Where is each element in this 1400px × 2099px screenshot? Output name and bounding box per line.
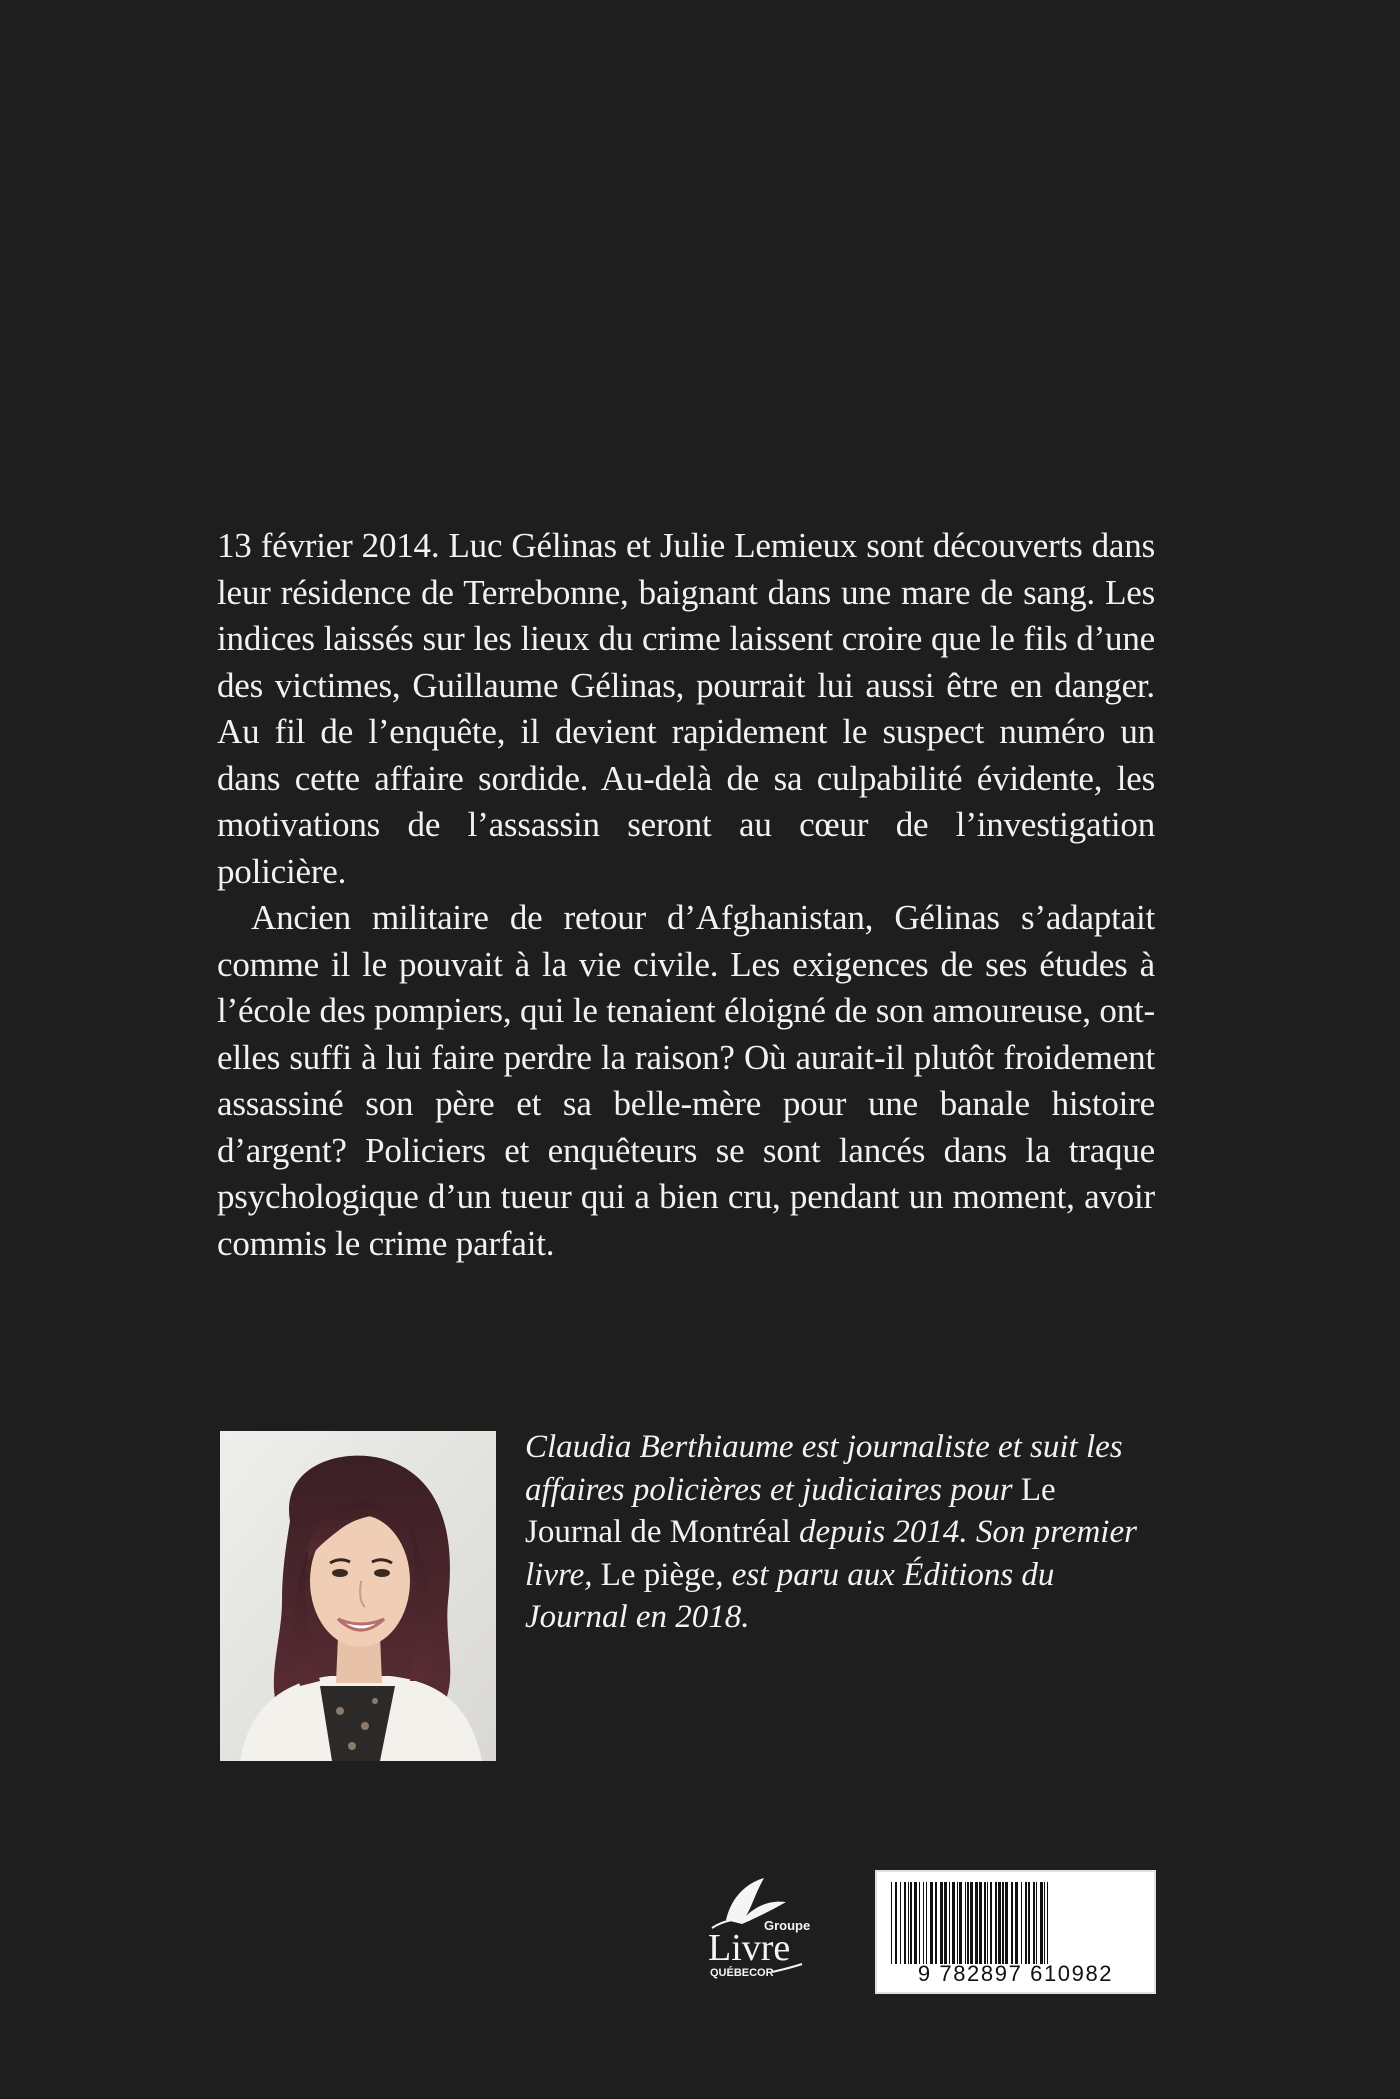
barcode-bar — [995, 1882, 997, 1964]
barcode-bar — [1036, 1882, 1037, 1964]
barcode-bar — [990, 1882, 992, 1964]
barcode-bar — [904, 1882, 906, 1964]
author-bio — [525, 1426, 1155, 1639]
barcode-bar — [1028, 1882, 1030, 1964]
bio-text: depuis 2014. Son premier livre, — [525, 1514, 1137, 1593]
synopsis-paragraph: 13 février 2014. Luc Gélinas et Julie Lemieux sont découverts dans leur résidence de Terrebonne, baignant dans une mare de sang. Les indices laissés sur les lieux du crime laissent croire que le fils d’une des victimes, Guillaume Gélinas, pourrait lui aussi être en danger. Au fil de l’enquête, il devient rapidement le suspect numéro un dans cette affaire sordide. Au-delà de sa culpabilité évidente, les motivations de l’assassin seront au cœur de l’investigation policière. — [217, 526, 1155, 891]
synopsis-paragraph: Ancien militaire de retour d’Afghanistan, Gélinas s’adaptait comme il le pouvait à la vie civile. Les exigences de ses études à l’école des pompiers, qui le tenaient éloigné de son amoureuse, ont-elles suffi à lui faire perdre la raison? Où aurait-il plutôt froidement assassiné son père et sa belle-mère pour une banale histoire d’argent? Policiers et enquêteurs se sont lancés dans la traque psychologique d’un tueur qui a bien cru, pendant un moment, avoir commis le crime parfait. — [217, 898, 1155, 1263]
barcode-bar — [919, 1882, 920, 1964]
logo-main: Livre — [708, 1927, 791, 1969]
barcode-bar — [957, 1882, 958, 1964]
barcode-bar — [998, 1882, 1001, 1964]
barcode-bar — [1040, 1882, 1043, 1964]
barcode-bar — [949, 1882, 950, 1964]
barcode-bar — [1002, 1882, 1004, 1964]
barcode-bar — [914, 1882, 917, 1964]
bio-text: Claudia Berthiaume est journaliste et suit les affaires policières et judiciaires pour — [525, 1429, 1123, 1508]
barcode-bar — [1011, 1882, 1013, 1964]
first-book-title: Le piège — [600, 1556, 716, 1593]
barcode-bar — [1033, 1882, 1035, 1964]
isbn-number: 9 782897 610982 — [917, 1961, 1114, 1986]
barcode-bar — [952, 1882, 955, 1964]
barcode-bar — [900, 1882, 901, 1964]
back-cover-synopsis — [217, 523, 1155, 1267]
barcode-bar — [984, 1882, 986, 1964]
barcode-bar — [967, 1882, 969, 1964]
barcode-bar — [891, 1882, 892, 1964]
logo-sub: QUÉBECOR — [710, 1967, 774, 1979]
barcode-bar — [935, 1882, 937, 1964]
barcode-bars — [887, 1882, 1148, 1964]
barcode-bar — [910, 1882, 912, 1964]
publisher-logo — [686, 1872, 824, 1980]
barcode-bar — [959, 1882, 962, 1964]
barcode-bar — [979, 1882, 982, 1964]
barcode-bar — [1021, 1882, 1022, 1964]
logo-small: Groupe — [764, 1918, 811, 1933]
bio-text: , est paru aux Éditions du Journal en 2018. — [525, 1556, 1055, 1635]
newspaper-title: Le Journal de Montréal — [525, 1471, 1056, 1550]
barcode-bar — [895, 1882, 897, 1964]
barcode-bar — [908, 1882, 909, 1964]
isbn-barcode — [875, 1870, 1156, 1994]
barcode-bar — [975, 1882, 978, 1964]
barcode-bar — [965, 1882, 966, 1964]
author-photo — [220, 1431, 496, 1761]
barcode-bar — [1044, 1882, 1045, 1964]
barcode-bar — [1005, 1882, 1008, 1964]
barcode-bar — [923, 1882, 924, 1964]
barcode-bar — [940, 1882, 943, 1964]
barcode-bar — [930, 1882, 933, 1964]
barcode-bar — [926, 1882, 927, 1964]
barcode-bar — [1047, 1882, 1048, 1964]
barcode-bar — [944, 1882, 947, 1964]
barcode-bar — [987, 1882, 988, 1964]
barcode-bar — [1025, 1882, 1027, 1964]
barcode-bar — [1015, 1882, 1018, 1964]
barcode-bar — [970, 1882, 973, 1964]
